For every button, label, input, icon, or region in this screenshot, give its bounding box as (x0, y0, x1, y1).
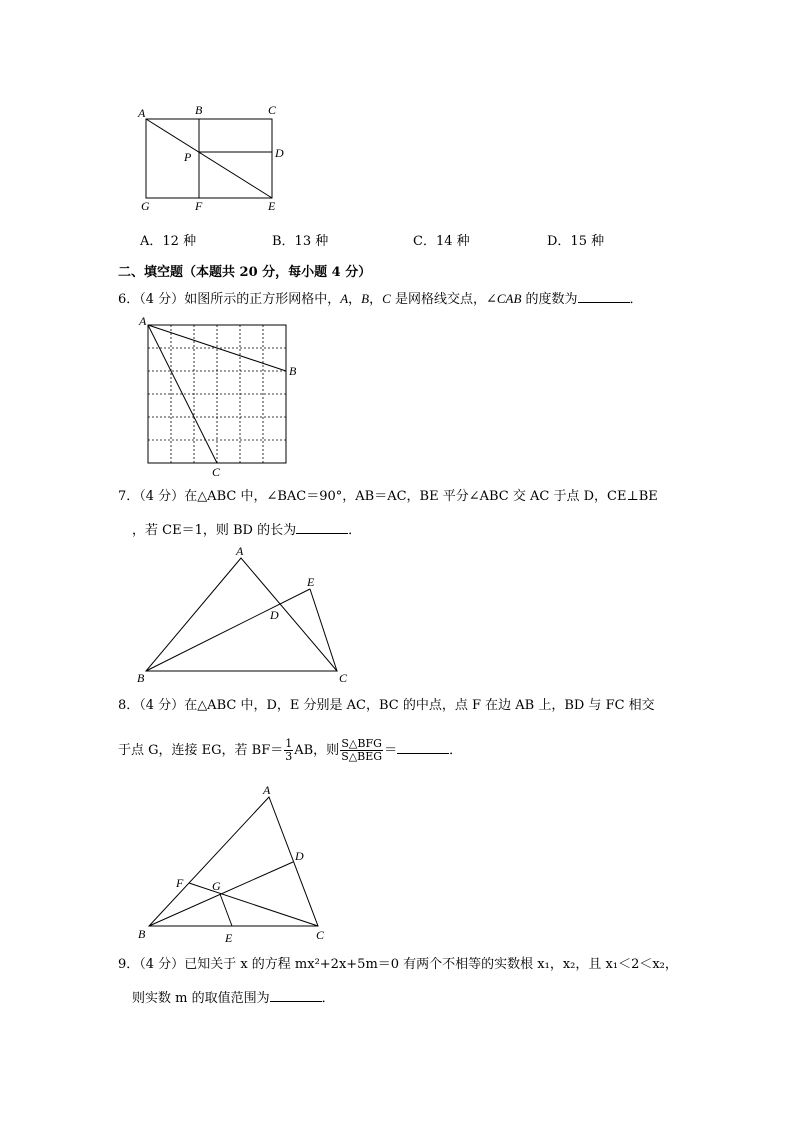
q9-line2: 则实数 m 的取值范围为 (132, 991, 270, 1006)
q5-label-e: E (268, 199, 276, 213)
q6-text-a: 如图所示的正方形网格中， (184, 292, 341, 307)
q6-text-e: ， (369, 292, 383, 307)
q6-label-c: C (212, 465, 221, 479)
q5-label-p: P (184, 150, 192, 164)
q8-frac1-den: 3 (285, 750, 293, 763)
q7-end: ． (348, 523, 362, 538)
q7-label-e: E (307, 575, 315, 589)
q8-label-e: E (225, 931, 233, 945)
q8-line2-c: ＝ (384, 743, 398, 758)
q8-label-f: F (176, 876, 184, 890)
q5-label-a: A (138, 106, 146, 120)
q8-label-b: B (138, 927, 146, 941)
q8-line-ge (220, 894, 232, 926)
q8-frac2-den: S△BEG (341, 750, 383, 763)
q7-line1: 在△ABC 中，∠BAC＝90°，AB＝AC，BE 平分∠ABC 交 AC 于点 D，CE⊥BE (184, 489, 658, 504)
q8-line1: 在△ABC 中，D，E 分别是 AC，BC 的中点，点 F 在边 AB 上，BD 与 FC 相交 (184, 698, 655, 713)
q6-text-g: 是网格线交点，∠ (390, 292, 497, 307)
q6-score: （4 分） (139, 292, 185, 307)
q6-text-f: C (382, 291, 391, 306)
q7-line2: ，若 CE＝1，则 BD 的长为 (132, 523, 297, 538)
q6-end: ． (629, 292, 643, 307)
q5-option-d: D．15 种 (547, 234, 605, 249)
q8-label-g: G (212, 879, 221, 893)
q9-end: ． (321, 991, 335, 1006)
q9-question-line2 (132, 989, 335, 1008)
q6-text-i: 的度数为 (521, 292, 578, 307)
q5-option-c: C．14 种 (413, 234, 470, 249)
q6-text-c: ， (348, 292, 362, 307)
q9-line1: 已知关于 x 的方程 mx²+2x+5m＝0 有两个不相等的实数根 x₁，x₂，且 x₁＜2＜x₂， (184, 957, 678, 972)
q6-text-b: A (340, 291, 349, 306)
section-2-title: 二、填空题（本题共 20 分，每小题 4 分） (118, 265, 372, 280)
q9-score: （4 分） (139, 957, 185, 972)
q7-number: 7． (118, 489, 140, 504)
q7-label-a: A (236, 544, 244, 558)
q8-label-c: C (316, 928, 325, 942)
q7-label-b: B (137, 671, 145, 685)
q8-number: 8． (118, 698, 140, 713)
q6-label-a: A (139, 314, 147, 328)
q8-triangle-abc (149, 797, 318, 926)
q6-text-h: CAB (496, 291, 522, 306)
q8-frac1-num: 1 (285, 737, 293, 750)
q8-end: ． (449, 743, 463, 758)
q8-label-d: D (295, 849, 304, 863)
q9-number: 9． (118, 957, 140, 972)
q9-question-line1 (118, 956, 678, 974)
q8-line2-b: AB，则 (294, 743, 340, 758)
q6-label-b: B (289, 364, 297, 378)
q5-option-a: A．12 种 (140, 234, 197, 249)
q8-frac2-num: S△BFG (341, 737, 382, 750)
q5-label-d: D (275, 146, 284, 160)
q8-score: （4 分） (139, 698, 185, 713)
q7-score: （4 分） (139, 489, 185, 504)
q6-text-d: B (361, 291, 370, 306)
q8-line-fc (189, 883, 318, 926)
q5-label-f: F (195, 199, 203, 213)
q9-answer-blank (270, 989, 322, 1002)
q7-label-c: C (339, 671, 348, 685)
q6-number: 6． (118, 292, 140, 307)
q5-label-c: C (268, 103, 277, 117)
q7-label-d: D (270, 608, 279, 622)
q5-label-g: G (141, 199, 150, 213)
q5-option-b: B．13 种 (272, 234, 329, 249)
q8-line2-a: 于点 G，连接 EG，若 BF＝ (118, 743, 284, 758)
q8-label-a: A (263, 783, 271, 797)
q5-label-b: B (195, 103, 203, 117)
